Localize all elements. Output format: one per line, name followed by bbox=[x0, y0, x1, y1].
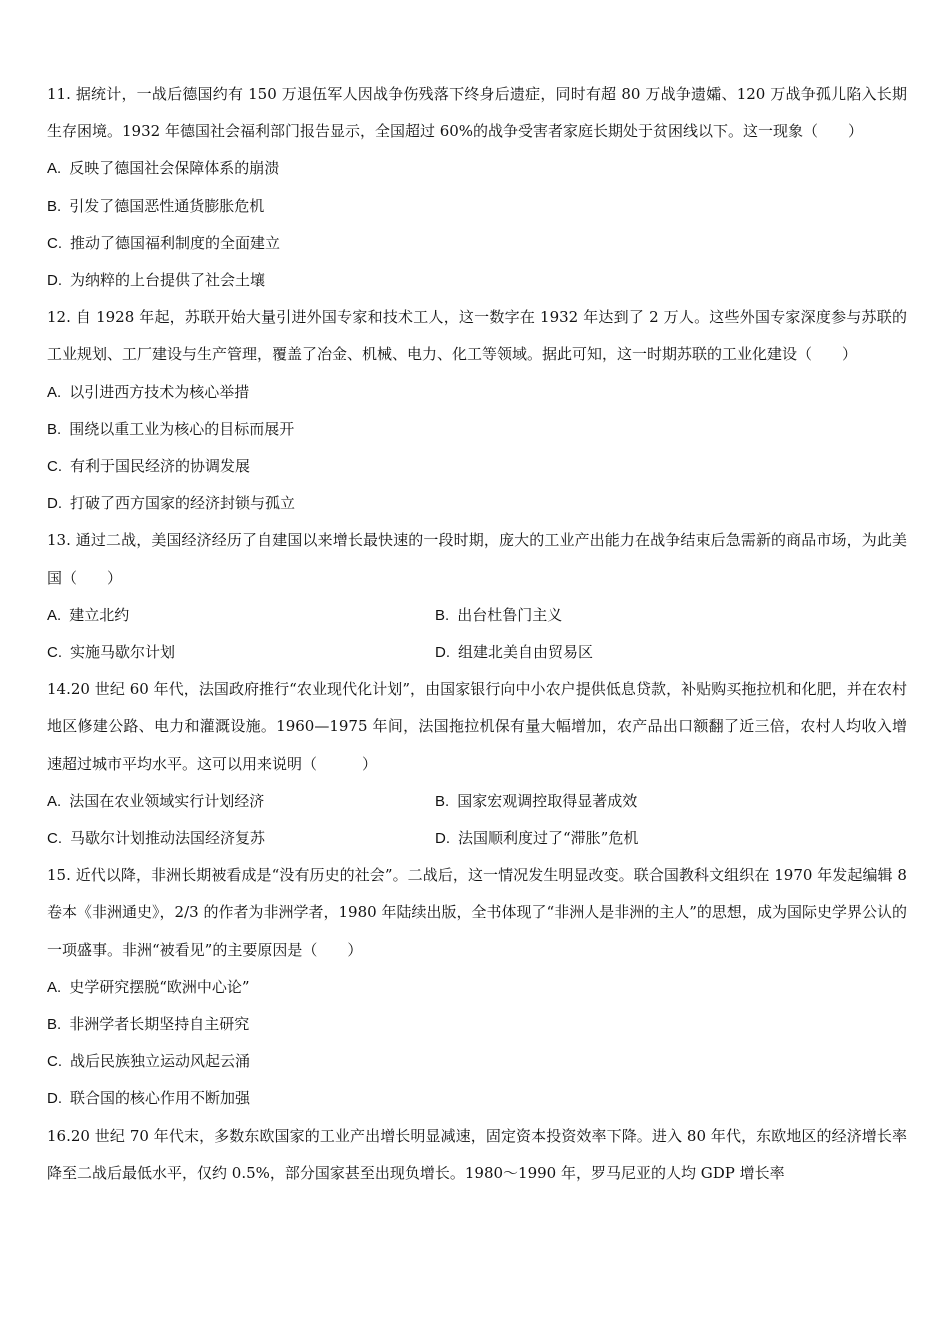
question-15-stem bbox=[47, 857, 907, 969]
question-15-option-b[interactable]: B. 非洲学者长期坚持自主研究 bbox=[47, 1015, 250, 1034]
question-13-option-b[interactable]: B. 出台杜鲁门主义 bbox=[435, 605, 563, 624]
question-15 bbox=[47, 857, 907, 1117]
question-11-option-d[interactable]: D. 为纳粹的上台提供了社会土壤 bbox=[47, 271, 266, 290]
question-text: 20 世纪 70 年代末，多数东欧国家的工业产出增长明显减速，固定资本投资效率下降。进入 80 年代，东欧地区的经济增长率降至二战后最低水平，仅约 0.5%，部分国家甚至出现负增长。1980～1990 年，罗马尼亚的人均 GDP 增长率 bbox=[47, 1126, 907, 1182]
option-row bbox=[47, 820, 907, 857]
exam-page bbox=[47, 76, 907, 1192]
question-13-option-a[interactable]: A. 建立北约 bbox=[47, 605, 130, 624]
question-14-option-d[interactable]: D. 法国顺利度过了“滞胀”危机 bbox=[435, 829, 639, 848]
option-row bbox=[47, 634, 907, 671]
question-11-stem bbox=[47, 76, 907, 150]
option-row bbox=[47, 783, 907, 820]
question-16-stem bbox=[47, 1118, 907, 1192]
question-13-option-d[interactable]: D. 组建北美自由贸易区 bbox=[435, 643, 594, 662]
question-text: 近代以降，非洲长期被看成是“没有历史的社会”。二战后，这一情况发生明显改变。联合国教科文组织在 1970 年发起编辑 8 卷本《非洲通史》，2/3 的作者为非洲学者，1980 年陆续出版，全书体现了“非洲人是非洲的主人”的思想，成为国际史学界公认的一项盛事。非洲“被看见”的主要原因是（ ） bbox=[47, 866, 907, 959]
question-14-option-a[interactable]: A. 法国在农业领域实行计划经济 bbox=[47, 791, 265, 810]
question-number: 13. bbox=[47, 531, 71, 550]
question-number: 12. bbox=[47, 308, 71, 327]
question-number: 14. bbox=[47, 680, 71, 699]
question-15-option-c[interactable]: C. 战后民族独立运动风起云涌 bbox=[47, 1052, 251, 1071]
question-14-option-b[interactable]: B. 国家宏观调控取得显著成效 bbox=[435, 791, 638, 810]
question-text: 据统计，一战后德国约有 150 万退伍军人因战争伤残落下终身后遗症，同时有超 80 万战争遗孀、120 万战争孤儿陷入长期生存困境。1932 年德国社会福利部门报告显示，全国超过 60%的战争受害者家庭长期处于贫困线以下。这一现象（ ） bbox=[47, 85, 907, 141]
question-number: 15. bbox=[47, 866, 71, 885]
question-15-option-a[interactable]: A. 史学研究摆脱“欧洲中心论” bbox=[47, 977, 250, 996]
question-12-stem bbox=[47, 299, 907, 373]
question-12-option-c[interactable]: C. 有利于国民经济的协调发展 bbox=[47, 457, 251, 476]
question-number: 16. bbox=[47, 1126, 71, 1145]
question-text: 通过二战，美国经济经历了自建国以来增长最快速的一段时期，庞大的工业产出能力在战争结束后急需新的商品市场，为此美国（ ） bbox=[47, 531, 907, 587]
option-row bbox=[47, 597, 907, 634]
question-12-option-a[interactable]: A. 以引进西方技术为核心举措 bbox=[47, 382, 250, 401]
question-number: 11. bbox=[47, 85, 71, 103]
question-13 bbox=[47, 522, 907, 671]
question-text: 20 世纪 60 年代，法国政府推行“农业现代化计划”，由国家银行向中小农户提供低息贷款，补贴购买拖拉机和化肥，并在农村地区修建公路、电力和灌溉设施。1960—1975 年间，法国拖拉机保有量大幅增加，农产品出口额翻了近三倍，农村人均收入增速超过城市平均水平。这可以用来说明（ ） bbox=[47, 680, 907, 773]
question-text: 自 1928 年起，苏联开始大量引进外国专家和技术工人，这一数字在 1932 年达到了 2 万人。这些外国专家深度参与苏联的工业规划、工厂建设与生产管理，覆盖了冶金、机械、电力、化工等领域。据此可知，这一时期苏联的工业化建设（ ） bbox=[47, 308, 907, 364]
question-13-option-c[interactable]: C. 实施马歇尔计划 bbox=[47, 643, 176, 662]
question-11-option-a[interactable]: A. 反映了德国社会保障体系的崩溃 bbox=[47, 159, 280, 178]
question-13-stem bbox=[47, 522, 907, 596]
question-14-option-c[interactable]: C. 马歇尔计划推动法国经济复苏 bbox=[47, 829, 266, 848]
question-14 bbox=[47, 671, 907, 857]
question-11 bbox=[47, 76, 907, 299]
question-12-option-b[interactable]: B. 围绕以重工业为核心的目标而展开 bbox=[47, 419, 295, 438]
question-11-option-c[interactable]: C. 推动了德国福利制度的全面建立 bbox=[47, 233, 281, 252]
question-11-option-b[interactable]: B. 引发了德国恶性通货膨胀危机 bbox=[47, 196, 265, 215]
question-12 bbox=[47, 299, 907, 522]
question-14-stem bbox=[47, 671, 907, 783]
question-15-option-d[interactable]: D. 联合国的核心作用不断加强 bbox=[47, 1089, 251, 1108]
question-16 bbox=[47, 1118, 907, 1192]
question-12-option-d[interactable]: D. 打破了西方国家的经济封锁与孤立 bbox=[47, 494, 296, 513]
